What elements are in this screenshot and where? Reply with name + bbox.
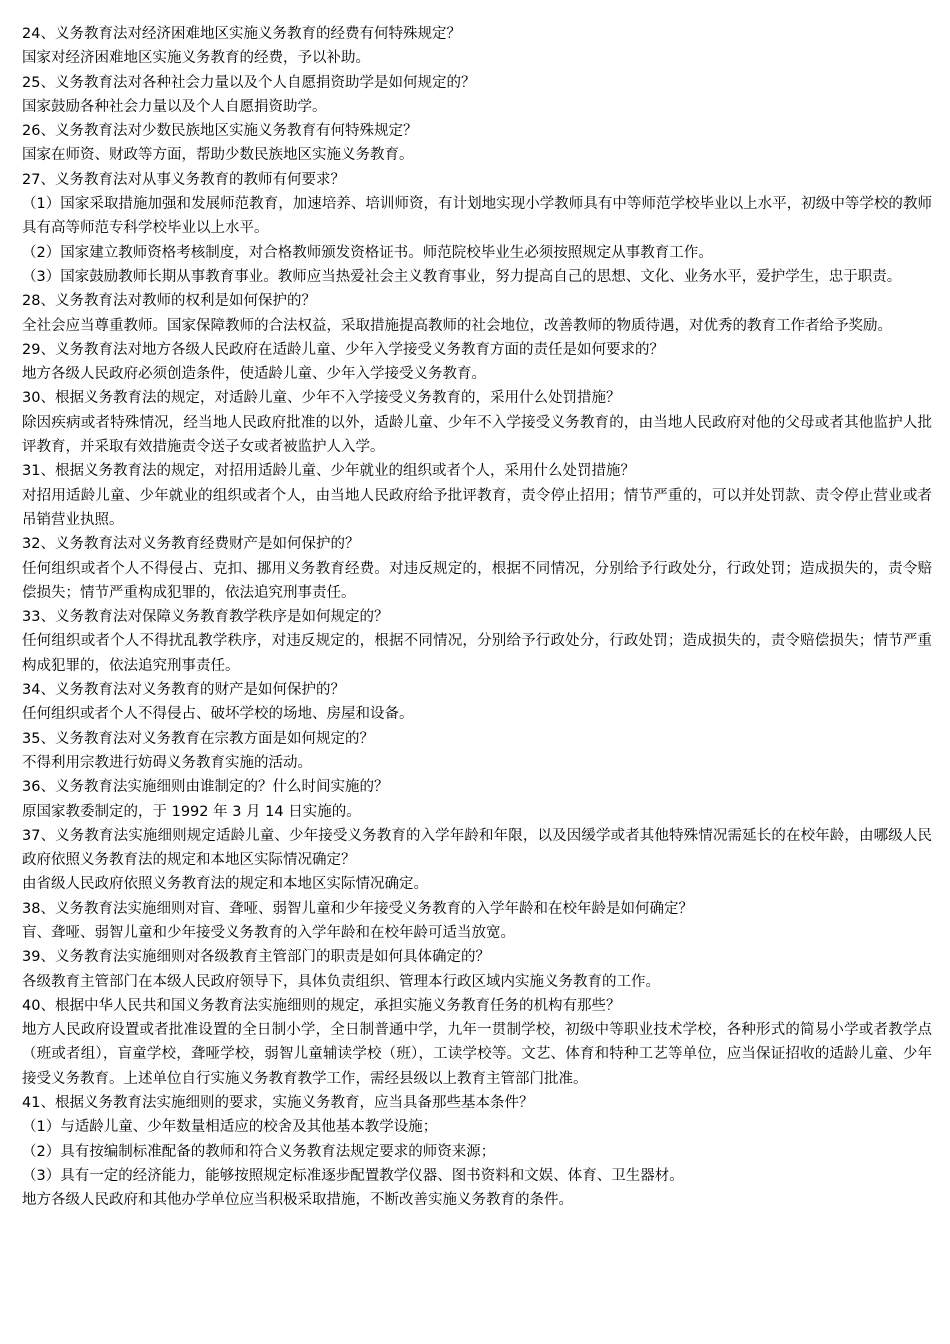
question-36: 36、义务教育法实施细则由谁制定的？什么时间实施的？ bbox=[22, 779, 389, 796]
answer-29: 地方各级人民政府必须创造条件，使适龄儿童、少年入学接受义务教育。 bbox=[22, 366, 486, 383]
answer-41-item-1: （1）与适龄儿童、少年数量相适应的校舍及其他基本教学设施； bbox=[22, 1119, 438, 1136]
question-24: 24、义务教育法对经济困难地区实施义务教育的经费有何特殊规定？ bbox=[22, 26, 461, 42]
question-40: 40、根据中华人民共和国义务教育法实施细则的规定，承担实施义务教育任务的机构有那些？ bbox=[22, 997, 621, 1014]
question-32: 32、义务教育法对义务教育经费财产是如何保护的？ bbox=[22, 536, 360, 553]
question-31: 31、根据义务教育法的规定，对招用适龄儿童、少年就业的组织或者个人，采用什么处罚措施？ bbox=[22, 463, 635, 480]
answer-24: 国家对经济困难地区实施义务教育的经费，予以补助。 bbox=[22, 50, 370, 67]
answer-38: 盲、聋哑、弱智儿童和少年接受义务教育的入学年龄和在校年龄可适当放宽。 bbox=[22, 924, 515, 941]
answer-36: 原国家教委制定的，于 1992 年 3 月 14 日实施的。 bbox=[22, 803, 361, 820]
answer-26: 国家在师资、财政等方面，帮助少数民族地区实施义务教育。 bbox=[22, 147, 414, 164]
answer-27-item-2: （2）国家建立教师资格考核制度，对合格教师颁发资格证书。师范院校毕业生必须按照规定从事教育工作。 bbox=[22, 244, 713, 261]
answer-41-closing: 地方各级人民政府和其他办学单位应当积极采取措施，不断改善实施义务教育的条件。 bbox=[22, 1192, 573, 1209]
answer-37: 由省级人民政府依照义务教育法的规定和本地区实际情况确定。 bbox=[22, 876, 428, 893]
answer-27-item-1: （1）国家采取措施加强和发展师范教育，加速培养、培训师资，有计划地实现小学教师具有中等师范学校毕业以上水平，初级中等学校的教师具有高等师范专科学校毕业以上水平。 bbox=[22, 196, 932, 237]
answer-39: 各级教育主管部门在本级人民政府领导下，具体负责组织、管理本行政区域内实施义务教育的工作。 bbox=[22, 973, 660, 990]
question-39: 39、义务教育法实施细则对各级教育主管部门的职责是如何具体确定的？ bbox=[22, 949, 490, 966]
question-34: 34、义务教育法对义务教育的财产是如何保护的？ bbox=[22, 682, 345, 699]
answer-27-item-3: （3）国家鼓励教师长期从事教育事业。教师应当热爱社会主义教育事业，努力提高自己的思想、文化、业务水平，爱护学生，忠于职责。 bbox=[22, 268, 902, 285]
answer-31: 对招用适龄儿童、少年就业的组织或者个人，由当地人民政府给予批评教育，责令停止招用；情节严重的，可以并处罚款、责令停止营业或者吊销营业执照。 bbox=[22, 487, 932, 528]
answer-35: 不得利用宗教进行妨碍义务教育实施的活动。 bbox=[22, 754, 312, 771]
question-35: 35、义务教育法对义务教育在宗教方面是如何规定的？ bbox=[22, 730, 374, 747]
answer-33: 任何组织或者个人不得扰乱教学秩序，对违反规定的，根据不同情况，分别给予行政处分，行政处罚；造成损失的，责令赔偿损失；情节严重构成犯罪的，依法追究刑事责任。 bbox=[22, 633, 932, 674]
question-33: 33、义务教育法对保障义务教育教学秩序是如何规定的？ bbox=[22, 609, 389, 626]
answer-40: 地方人民政府设置或者批准设置的全日制小学，全日制普通中学，九年一贯制学校，初级中等职业技术学校，各种形式的简易小学或者教学点（班或者组），盲童学校，聋哑学校，弱智儿童辅读学校（班），工读学校等。文艺、体育和特种工艺等单位，应当保证招收的适龄儿童、少年接受义务教育。上述单位自行实施义务教育教学工作，需经县级以上教育主管部门批准。 bbox=[22, 1022, 932, 1087]
answer-28: 全社会应当尊重教师。国家保障教师的合法权益，采取措施提高教师的社会地位，改善教师的物质待遇，对优秀的教育工作者给予奖励。 bbox=[22, 317, 892, 334]
answer-41-item-2: （2）具有按编制标准配备的教师和符合义务教育法规定要求的师资来源； bbox=[22, 1143, 496, 1160]
question-27: 27、义务教育法对从事义务教育的教师有何要求？ bbox=[22, 171, 345, 188]
question-41: 41、根据义务教育法实施细则的要求，实施义务教育，应当具备那些基本条件？ bbox=[22, 1095, 534, 1112]
answer-25: 国家鼓励各种社会力量以及个人自愿捐资助学。 bbox=[22, 98, 327, 115]
question-29: 29、义务教育法对地方各级人民政府在适龄儿童、少年入学接受义务教育方面的责任是如何要求的？ bbox=[22, 341, 664, 358]
question-38: 38、义务教育法实施细则对盲、聋哑、弱智儿童和少年接受义务教育的入学年龄和在校年龄是如何确定？ bbox=[22, 900, 693, 917]
answer-41-item-3: （3）具有一定的经济能力，能够按照规定标准逐步配置教学仪器、图书资料和文娱、体育、卫生器材。 bbox=[22, 1167, 684, 1184]
question-25: 25、义务教育法对各种社会力量以及个人自愿捐资助学是如何规定的？ bbox=[22, 74, 476, 91]
question-26: 26、义务教育法对少数民族地区实施义务教育有何特殊规定？ bbox=[22, 123, 418, 140]
answer-34: 任何组织或者个人不得侵占、破坏学校的场地、房屋和设备。 bbox=[22, 706, 414, 723]
question-28: 28、义务教育法对教师的权利是如何保护的？ bbox=[22, 293, 316, 310]
question-30: 30、根据义务教育法的规定，对适龄儿童、少年不入学接受义务教育的，采用什么处罚措施？ bbox=[22, 390, 621, 407]
answer-30: 除因疾病或者特殊情况，经当地人民政府批准的以外，适龄儿童、少年不入学接受义务教育的，由当地人民政府对他的父母或者其他监护人批评教育，并采取有效措施责令送子女或者被监护人入学。 bbox=[22, 414, 932, 456]
answer-32: 任何组织或者个人不得侵占、克扣、挪用义务教育经费。对违反规定的，根据不同情况，分别给予行政处分，行政处罚；造成损失的，责令赔偿损失；情节严重构成犯罪的，依法追究刑事责任。 bbox=[22, 560, 932, 601]
question-37: 37、义务教育法实施细则规定适龄儿童、少年接受义务教育的入学年龄和年限，以及因缓学或者其他特殊情况需延长的在校年龄，由哪级人民政府依照义务教育法的规定和本地区实际情况确定？ bbox=[22, 827, 932, 869]
